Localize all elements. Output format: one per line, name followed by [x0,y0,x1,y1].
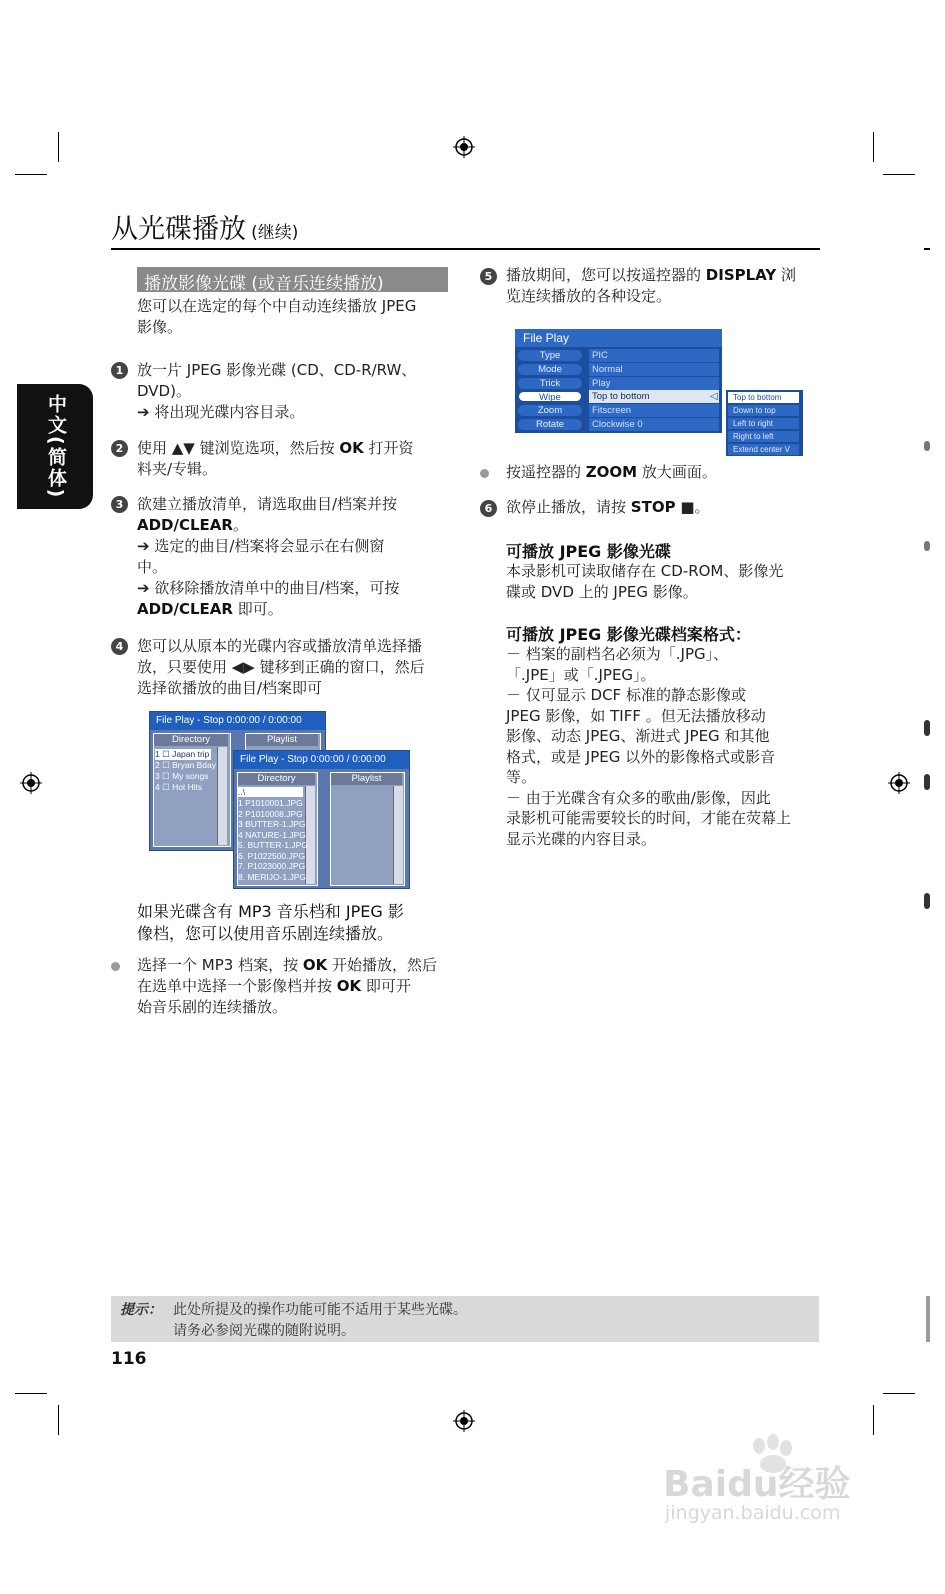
format-line: 录影机可能需要较长的时间，才能在荧幕上 [506,809,792,827]
registration-mark-icon [20,772,42,794]
directory-item[interactable]: 3 ☐ My songs [155,771,209,781]
step2-line: 料夹/专辑。 [137,460,218,478]
menu-row-trick[interactable] [515,377,722,390]
directory-item[interactable]: 6. P1022500.JPG [238,850,306,861]
page-title-suffix: (继续) [251,223,299,243]
playable-line: 本录影机可读取储存在 CD-ROM、影像光 [506,562,784,580]
wipe-option[interactable]: Top to bottom [728,392,799,403]
step3-text [137,494,457,620]
registration-mark-icon [453,136,475,158]
tip-box [111,1296,819,1342]
directory-item[interactable]: 3 BUTTER-1.JPG [238,819,306,829]
mp3-bullet-line: 始音乐剧的连续播放。 [137,998,288,1016]
scrollbar[interactable] [393,786,403,884]
step6-a: 欲停止播放，请按 [506,498,631,516]
page-number: 116 [111,1349,147,1369]
screen-status-bar: File Play - Stop 0:00:00 / 0:00:00 [234,751,409,769]
menu-row-value: Normal [589,363,719,376]
mp3-note-line: 如果光碟含有 MP3 音乐档和 JPEG 影 [137,902,404,921]
registration-mark-icon [888,772,910,794]
tip-line: 请务必参阅光碟的随附说明。 [173,1323,355,1339]
menu-row-value: Fitscreen [589,404,719,417]
directory-item[interactable]: 4 NATURE-1.JPG [238,829,306,840]
playable-line: 碟或 DVD 上的 JPEG 影像。 [506,583,698,601]
edge-tab [926,1296,930,1342]
format-line: 「.JPE」或「.JPEG」。 [506,665,656,684]
wipe-option[interactable]: Right to left [728,431,799,442]
step-number-badge: 3 [111,496,128,513]
step1-line: ➔ 将出现光碟内容目录。 [137,403,305,421]
crop-mark [58,1405,59,1435]
tip-label: 提示： [120,1302,162,1318]
step1-line: DVD)。 [137,382,191,400]
mp3-bullet [137,955,457,1018]
directory-item[interactable]: 7. P1023000.JPG [238,861,306,871]
ok-key-label: OK [302,956,328,974]
language-side-tab-label: 中文(简体) [45,394,67,500]
step1-text [137,360,452,423]
directory-item[interactable]: 2 P1010008.JPG [238,808,303,819]
registration-mark-icon [453,1410,475,1432]
step-number-badge: 4 [111,638,128,655]
menu-row-label: Type [518,350,582,361]
step6-text [506,497,826,518]
format-line: － 由于光碟含有众多的歌曲/影像，因此 [506,788,771,807]
format-heading: 可播放 JPEG 影像光碟档案格式： [506,625,751,644]
step4-text [137,636,457,699]
intro-line: 您可以在选定的每个中自动连续播放 JPEG [137,297,417,315]
directory-header: Directory [154,734,228,746]
playable-text [506,561,826,603]
selection-arrow-icon: ◁ [710,391,718,402]
title-rule [111,248,820,250]
mp3-note [137,901,457,945]
menu-row-wipe[interactable] [515,390,722,403]
step4-line: 放，只要使用 ◀▶ 键移到正确的窗口，然后 [137,658,425,676]
menu-row-value: PIC [589,349,719,362]
step-number-badge: 1 [111,362,128,379]
step5-line [506,265,826,286]
wipe-option[interactable]: Down to top [728,405,799,416]
format-line: JPEG 影像，如 TIFF 。但无法播放移动 [506,706,766,725]
step-number-badge: 5 [480,268,497,285]
format-line: 影像、动态 JPEG、渐进式 JPEG 和其他 [506,727,770,745]
edge-dot [924,441,930,451]
menu-row-mode[interactable] [515,363,722,376]
mp3-bullet-b: 开始播放，然后 [327,956,437,974]
crop-mark [15,1393,47,1394]
format-line: 等。 [506,768,537,786]
directory-item[interactable]: ..\ [238,787,303,797]
format-line: 显示光碟的内容目录。 [506,829,657,848]
scrollbar[interactable] [305,786,315,884]
menu-row-value: Top to bottom [589,390,719,403]
step3-line [137,599,457,620]
step5-c: 浏 [776,266,796,284]
edge-dot [924,774,930,790]
directory-item[interactable]: 8. MERIJO-1.JPG [238,871,307,882]
bullet-dot [111,962,120,971]
crop-mark [883,1393,915,1394]
step3-line: ➔ 选定的曲目/档案将会显示在右侧窗 [137,537,385,555]
menu-row-label: Wipe [518,391,582,402]
watermark-url: jingyan.baidu.com [665,1502,841,1524]
file-play-screen-front [233,750,410,889]
page-title [111,207,298,246]
menu-row-label: Mode [518,364,582,375]
watermark-brand: Baidu经验 [663,1464,851,1505]
crop-mark [873,132,874,162]
menu-row-type[interactable] [515,349,722,362]
mp3-bullet-line [137,976,457,997]
add-clear-key-label: ADD/CLEAR [137,600,233,618]
wipe-option[interactable]: Left to right [728,418,799,429]
directory-item[interactable]: 1 P1010001.JPG [238,798,303,808]
crop-mark [58,132,59,162]
format-text [506,644,826,849]
zoom-a: 按遥控器的 [506,463,586,481]
menu-row-value: Clockwise 0 [589,418,719,431]
bullet-dot [480,469,489,478]
section-heading: 播放影像光碟 (或音乐连续播放) [137,267,448,292]
crop-mark [873,1405,874,1435]
stop-key-label: STOP [630,498,676,516]
wipe-option[interactable]: Extend center V [728,444,799,455]
edge-dot [924,720,930,736]
mp3-bullet-a: 选择一个 MP3 档案，按 [137,956,303,974]
zoom-key-label: ZOOM [585,463,638,481]
menu-row-label: Zoom [518,405,582,416]
step6-c: ■。 [675,498,710,516]
directory-item[interactable]: 2 ☐ Bryan Bday [155,760,217,770]
directory-item[interactable]: 5. BUTTER-1.JPG [238,840,308,850]
zoom-text [506,462,826,483]
step2-line-c: 打开资 [363,439,414,457]
step3-line: ➔ 欲移除播放清单中的曲目/档案，可按 [137,579,400,597]
playable-heading: 可播放 JPEG 影像光碟 [506,542,671,561]
step-number-badge: 2 [111,440,128,457]
step4-line: 选择欲播放的曲目/档案即可 [137,679,323,697]
crop-mark [15,174,47,175]
step5-text [506,265,826,307]
format-line: － 仅可显示 DCF 标准的静态影像或 [506,686,746,704]
wipe-options-popup [725,389,804,457]
display-key-label: DISPLAY [705,266,777,284]
step2-line-a: 使用 ▲▼ 键浏览选项，然后按 [137,439,340,457]
step3-line-suffix: 即可。 [232,600,283,618]
step3-line: 欲建立播放清单，请选取曲目/档案并按 [137,495,398,513]
directory-item[interactable]: 1 ☐ Japan trip [155,749,210,759]
mp3-bullet-line [137,955,457,976]
edge-dot [924,893,930,909]
step2-line [137,438,457,459]
step1-line: 放一片 JPEG 影像光碟 (CD、CD-R/RW、 [137,361,417,379]
screen-status-bar: File Play - Stop 0:00:00 / 0:00:00 [150,712,325,730]
menu-row-label: Rotate [518,419,582,430]
directory-header: Directory [238,773,315,785]
file-play-menu [515,329,722,433]
playlist-header: Playlist [246,734,318,746]
add-clear-key-label: ADD/CLEAR [137,516,233,534]
step4-line: 您可以从原本的光碟内容或播放清单选择播 [137,637,423,655]
crop-mark [883,174,915,175]
edge-dot [924,541,930,551]
mp3-bullet-c: 在选单中选择一个影像档并按 [137,977,337,995]
ok-key-label: OK [336,977,362,995]
scrollbar[interactable] [217,747,227,845]
language-side-tab [17,384,93,509]
step3-line: 中。 [137,558,168,576]
mp3-note-line: 像档，您可以使用音乐剧连续播放。 [137,924,394,943]
step5-a: 播放期间，您可以按遥控器的 [506,266,706,284]
format-line: 格式，或是 JPEG 以外的影像格式或影音 [506,747,776,766]
playlist-header: Playlist [331,773,402,785]
baidu-watermark [663,1440,873,1530]
step3-line-suffix: 。 [232,516,248,534]
mp3-bullet-d: 即可开 [361,977,411,995]
intro-line: 影像。 [137,318,183,336]
menu-row-rotate[interactable] [515,418,722,431]
menu-row-value: Play [589,377,719,390]
edge-line [924,248,930,250]
ok-key-label: OK [339,439,364,457]
directory-item[interactable]: 4 ☐ Hot Hits [155,782,203,792]
file-play-menu-title: File Play [515,329,722,347]
menu-row-label: Trick [518,378,582,389]
intro-text [137,296,452,338]
zoom-c: 放大画面。 [637,463,717,481]
format-line: － 档案的副档名必须为「.JPG」、 [506,645,729,663]
step5-line: 览连续播放的各种设定。 [506,287,672,305]
step-number-badge: 6 [480,500,497,517]
page-title-text: 从光碟播放 [111,214,246,245]
step3-line [137,515,457,536]
tip-line: 此处所提及的操作功能可能不适用于某些光碟。 [173,1302,467,1318]
menu-row-zoom[interactable] [515,404,722,417]
step2-text [137,438,457,480]
